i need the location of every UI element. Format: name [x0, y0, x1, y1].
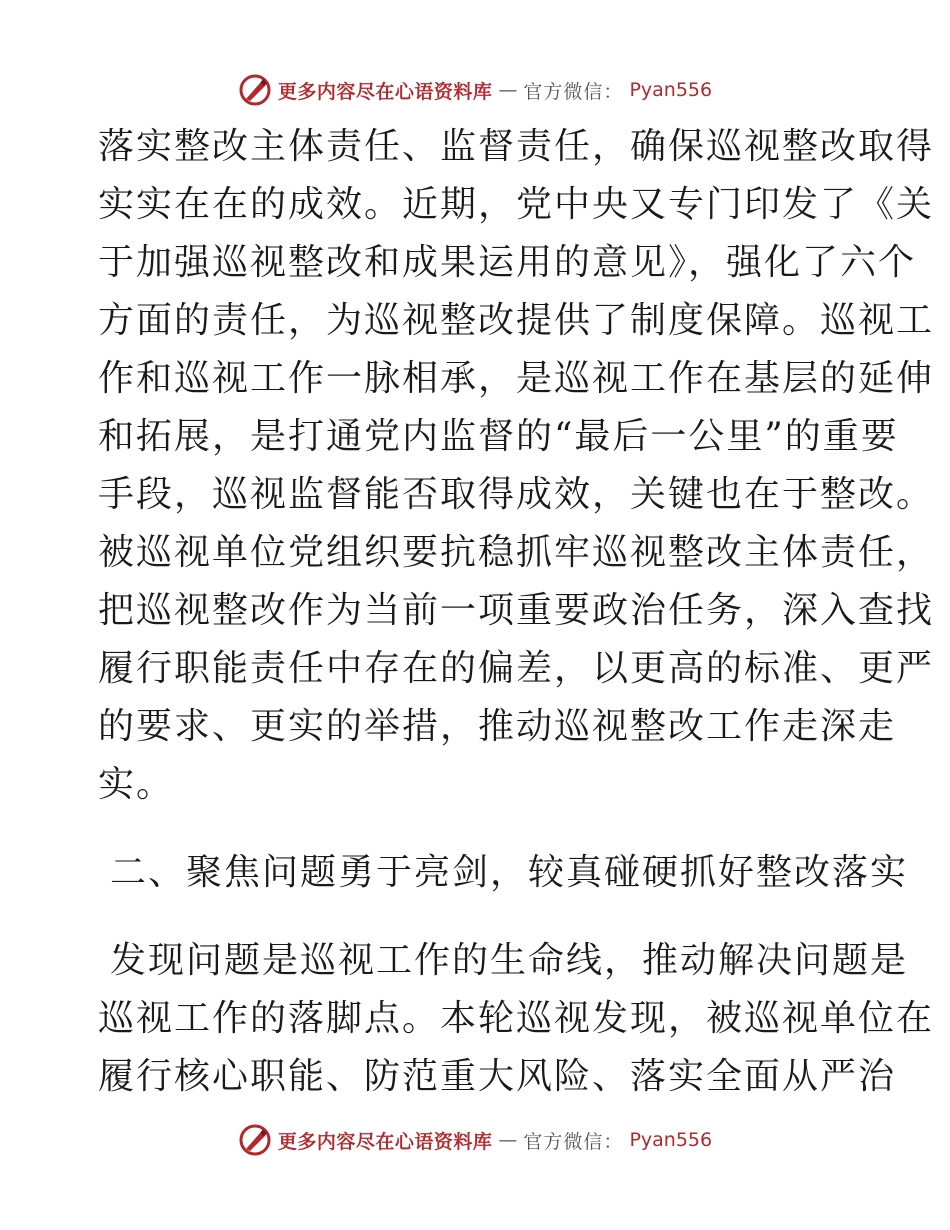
text-line: 落实整改主体责任、监督责任，确保巡视整改取得 — [98, 126, 935, 167]
text-line: 发现问题是巡视工作的生命线，推动解决问题是 — [110, 940, 909, 981]
banner-brand-text: 更多内容尽在心语资料库 — [277, 1130, 493, 1153]
text-line: 作和巡视工作一脉相承，是巡视工作在基层的延伸 — [98, 358, 935, 399]
text-line: 实实在在的成效。近期，党中央又专门印发了《关 — [98, 184, 935, 225]
header-banner — [0, 70, 950, 110]
text-line: 履行职能责任中存在的偏差，以更高的标准、更严 — [98, 648, 935, 689]
text-line: 和拓展，是打通党内监督的“最后一公里”的重要 — [98, 416, 899, 457]
text-line: 实。 — [98, 764, 175, 805]
text-line: 的要求、更实的举措，推动巡视整改工作走深走 — [98, 706, 897, 747]
document-body — [98, 118, 935, 1106]
text-line: 方面的责任，为巡视整改提供了制度保障。巡视工 — [98, 300, 935, 341]
text-line: 把巡视整改作为当前一项重要政治任务，深入查找 — [98, 590, 935, 631]
paragraph-1 — [98, 118, 935, 814]
banner-wechat-label: 官方微信： — [523, 80, 624, 103]
banner-separator: — — [498, 1129, 518, 1151]
banner-wechat-id: Pyan556 — [629, 1129, 713, 1151]
text-line: 被巡视单位党组织要抗稳抓牢巡视整改主体责任， — [98, 532, 935, 573]
banner-brand-text: 更多内容尽在心语资料库 — [277, 80, 493, 103]
footer-banner — [0, 1120, 950, 1160]
section-heading-2: 二、聚焦问题勇于亮剑，较真碰硬抓好整改落实 — [110, 852, 909, 893]
text-line: 手段，巡视监督能否取得成效，关键也在于整改。 — [98, 474, 935, 515]
pen-logo-icon — [238, 73, 272, 107]
paragraph-2 — [98, 932, 935, 1106]
text-line: 于加强巡视整改和成果运用的意见》，强化了六个 — [98, 242, 917, 283]
pen-logo-icon — [238, 1123, 272, 1157]
text-line: 巡视工作的落脚点。本轮巡视发现，被巡视单位在 — [98, 998, 935, 1039]
text-line: 履行核心职能、防范重大风险、落实全面从严治 — [98, 1056, 897, 1097]
banner-separator: — — [498, 79, 518, 101]
banner-wechat-label: 官方微信： — [523, 1130, 624, 1153]
banner-wechat-id: Pyan556 — [629, 79, 713, 101]
